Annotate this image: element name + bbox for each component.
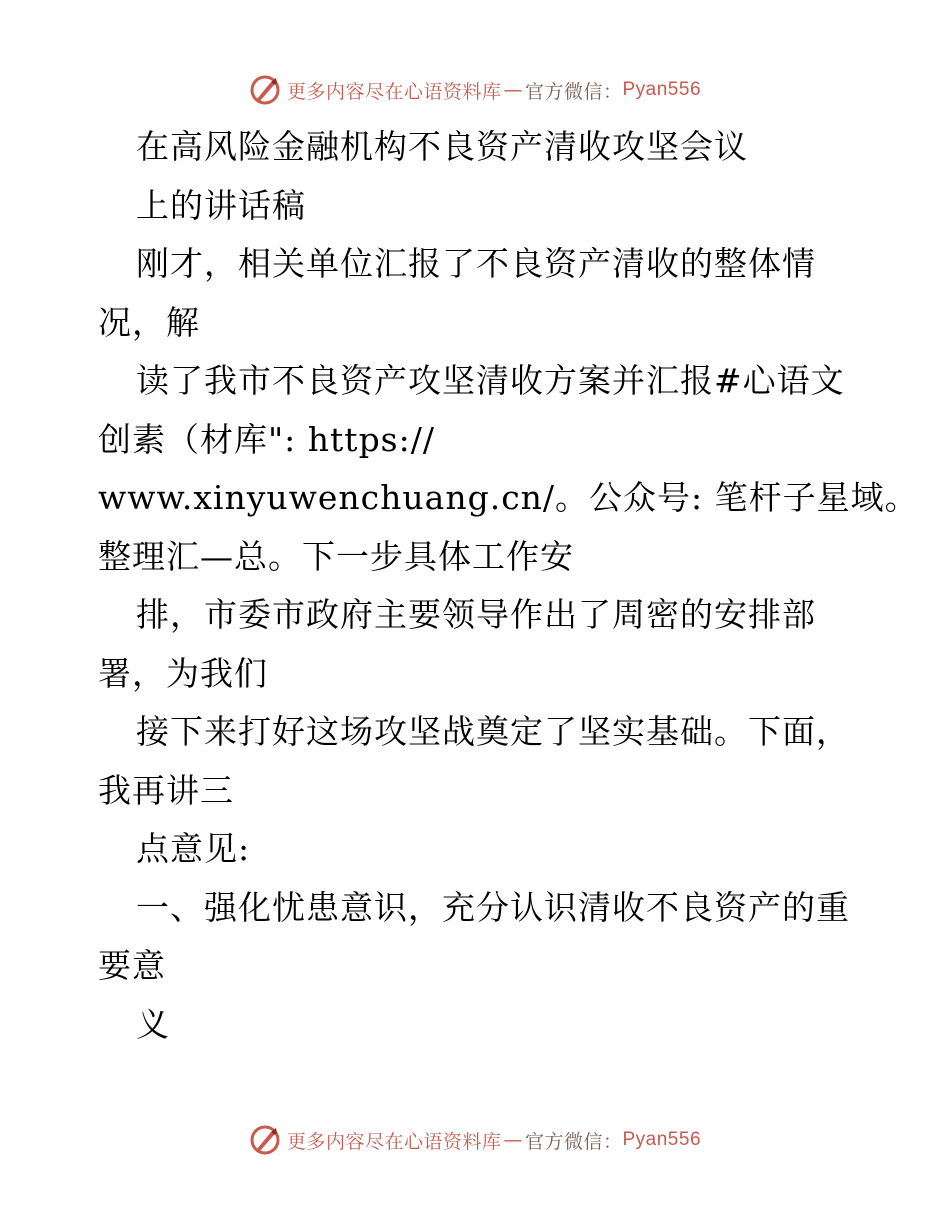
text-line: 况，解 [98,302,200,342]
text-line: 一、强化忧患意识，充分认识清收不良资产的重 [136,887,850,927]
watermark-official-label: 官方微信： [524,80,623,103]
header-watermark [0,70,950,110]
text-line: 刚才，相关单位汇报了不良资产清收的整体情 [136,244,816,283]
quill-logo-icon [249,74,281,106]
quill-logo-icon [249,1124,281,1156]
text-line: 整理汇—总。下一步具体工作安 [98,536,574,576]
text-line: 接下来打好这场攻坚战奠定了坚实基础。下面， [136,712,850,751]
footer-watermark [0,1120,950,1160]
text-line: 上的讲话稿 [136,185,306,225]
watermark-wechat-id: Pyan556 [622,1129,702,1150]
text-line: 义 [136,1004,170,1044]
watermark-separator: — [503,1129,523,1151]
text-line: 在高风险金融机构不良资产清收攻坚会议 [136,127,748,166]
text-line: 读了我市不良资产攻坚清收方案并汇报#心语文 [136,361,845,400]
text-line: 排，市委市政府主要领导作出了周密的安排部 [136,595,816,634]
watermark-wechat-id: Pyan556 [622,79,702,100]
text-line: 我再讲三 [98,770,234,810]
text-line: 署，为我们 [98,653,268,693]
text-line: 创素（材库": https:// [98,419,435,459]
watermark-separator: — [503,79,523,101]
text-line: www.xinyuwenchuang.cn/。公众号: 笔杆子星域。 [98,478,919,517]
text-line: 点意见: [136,829,251,868]
watermark-text: 更多内容尽在心语资料库 [286,1130,502,1153]
watermark-official-label: 官方微信： [524,1130,623,1153]
watermark-text: 更多内容尽在心语资料库 [286,80,502,103]
document-body [98,118,919,1054]
text-line: 要意 [98,946,166,985]
